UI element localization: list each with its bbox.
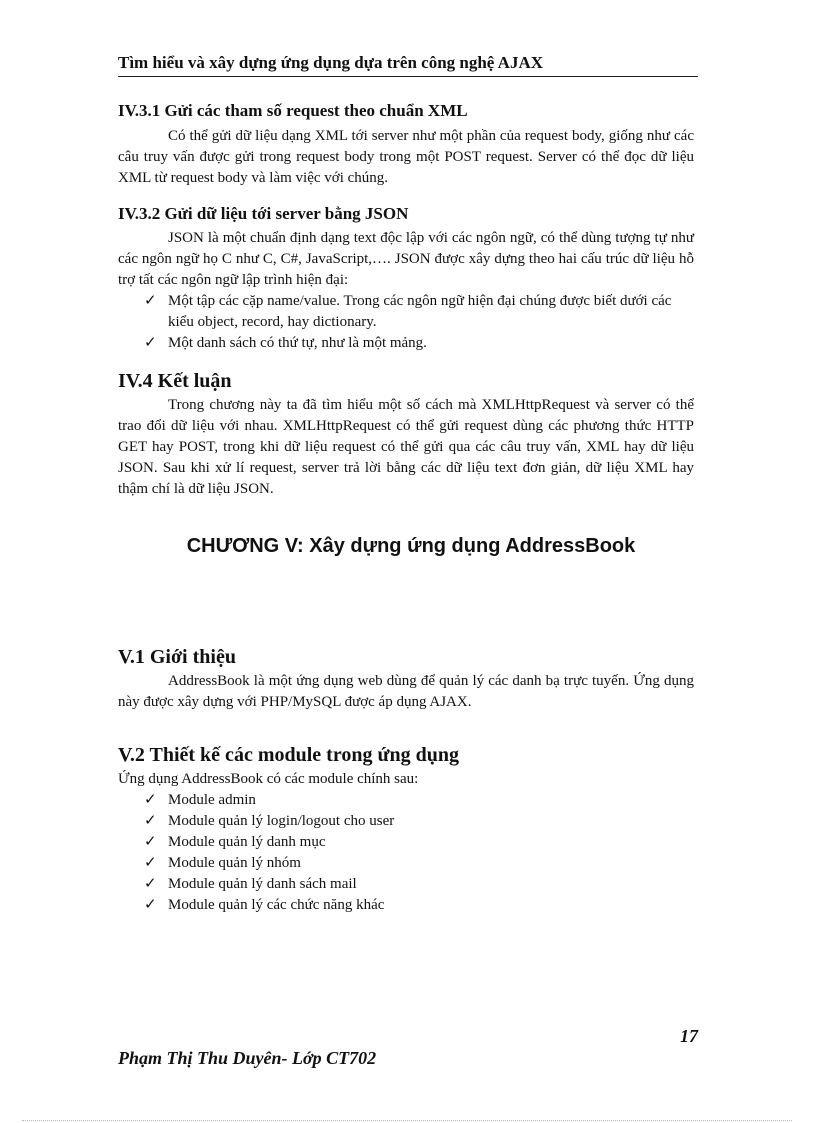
paragraph-v-1: AddressBook là một ứng dụng web dùng để quản lý các danh bạ trực tuyến. Ứng dụng này được xây dựng với PHP/MySQL được áp dụng AJAX.	[118, 673, 694, 710]
paragraph-iv-4: Trong chương này ta đã tìm hiểu một số cách mà XMLHttpRequest và server có thể trao đổi dữ liệu với nhau. XMLHttpRequest có thể gửi request dùng các phương thức HTTP GET hay POST, trong khi dữ liệu request có thể gửi qua các câu truy vấn, XML hay dữ liệu JSON. Sau khi xử lí request, server trả lời bằng các dữ liệu text đơn giản, dữ liệu XML hay thậm chí là dữ liệu JSON.	[118, 397, 694, 497]
page-number: 17	[680, 1026, 698, 1046]
list-item: ✓ Module quản lý danh mục	[144, 832, 694, 853]
checkmark-icon: ✓	[144, 335, 157, 351]
section-heading-iv-4: IV.4 Kết luận	[118, 370, 232, 392]
list-item: ✓ Module quản lý các chức năng khác	[144, 895, 694, 916]
section-heading-v-2: V.2 Thiết kế các module trong ứng dụng	[118, 744, 459, 766]
json-structure-list	[118, 291, 694, 354]
list-item: ✓ Module admin	[144, 790, 694, 811]
list-item: ✓ Một tập các cặp name/value. Trong các ngôn ngữ hiện đại chúng được biết dưới các kiểu object, record, hay dictionary.	[144, 293, 672, 330]
chapter-title: CHƯƠNG V: Xây dựng ứng dụng AddressBook	[186, 535, 636, 557]
checkmark-icon: ✓	[144, 792, 157, 808]
list-item: ✓ Module quản lý nhóm	[144, 853, 694, 874]
paragraph-v-2-intro: Ứng dụng AddressBook có các module chính sau:	[118, 771, 419, 787]
checkmark-icon: ✓	[144, 293, 157, 309]
page-content	[118, 100, 694, 916]
checkmark-icon: ✓	[144, 897, 157, 913]
list-item: ✓ Một danh sách có thứ tự, như là một mảng.	[144, 333, 694, 354]
page-footer-author: Phạm Thị Thu Duyên- Lớp CT702	[118, 1048, 377, 1068]
paragraph-iv-3-1: Có thể gửi dữ liệu dạng XML tới server như một phần của request body, giống như các câu truy vấn được gửi trong request body trong một POST request. Server có thể đọc dữ liệu XML từ request body và làm việc với chúng.	[118, 128, 694, 186]
section-heading-iv-3-1: IV.3.1 Gửi các tham số request theo chuẩn XML	[118, 101, 468, 120]
checkmark-icon: ✓	[144, 813, 157, 829]
section-heading-iv-3-2: IV.3.2 Gửi dữ liệu tới server bằng JSON	[118, 204, 409, 223]
list-item: ✓ Module quản lý danh sách mail	[144, 874, 694, 895]
module-list	[118, 790, 694, 916]
checkmark-icon: ✓	[144, 834, 157, 850]
page-edge-divider	[22, 1120, 792, 1121]
checkmark-icon: ✓	[144, 855, 157, 871]
paragraph-iv-3-2: JSON là một chuẩn định dạng text độc lập với các ngôn ngữ, có thể dùng tượng tự như các ngôn ngữ họ C như C, C#, JavaScript,…. JSON được xây dựng theo hai cấu trúc dữ liệu hỗ trợ tất các ngôn ngữ lập trình hiện đại:	[118, 230, 694, 288]
checkmark-icon: ✓	[144, 876, 157, 892]
list-item: ✓ Module quản lý login/logout cho user	[144, 811, 694, 832]
section-heading-v-1: V.1 Giới thiệu	[118, 646, 236, 668]
page-header: Tìm hiểu và xây dựng ứng dụng dựa trên công nghệ AJAX	[118, 52, 698, 77]
